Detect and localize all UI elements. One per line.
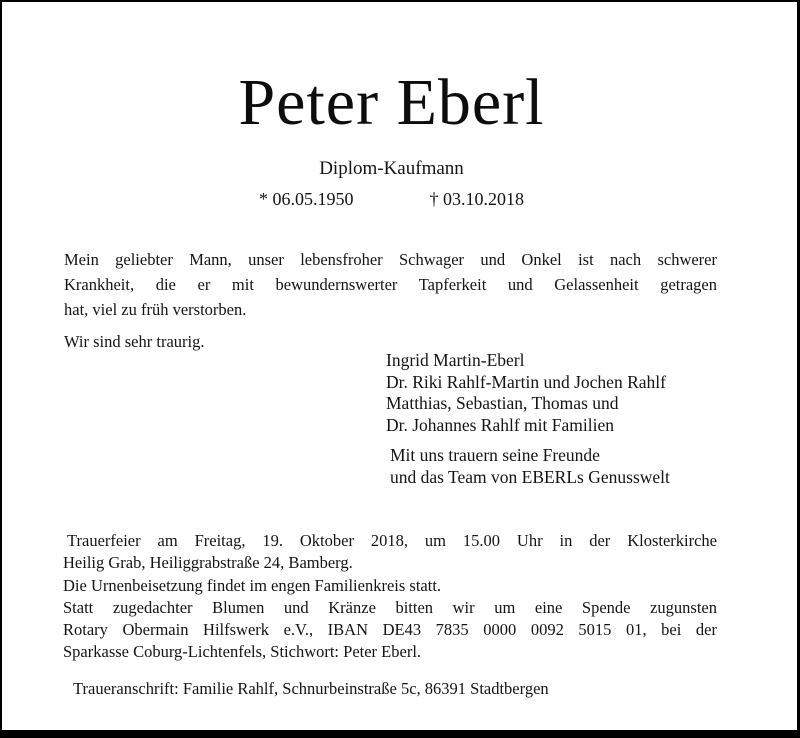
mourner-line: Dr. Johannes Rahlf mit Familien [386, 414, 614, 435]
paragraph-line: Mein geliebter Mann, unser lebensfroher Schwager und Onkel ist nach schwerer [64, 250, 717, 269]
friends-line: Mit uns trauern seine Freunde [390, 445, 600, 465]
paragraph-line: Krankheit, die er mit bewundernswerter Tapferkeit und Gelassenheit getragen [64, 275, 717, 294]
deceased-name: Peter Eberl [238, 66, 545, 139]
funeral-info-line: Rotary Obermain Hilfswerk e.V., IBAN DE43 7835 0000 0092 5015 01, bei der [63, 620, 717, 640]
mourner-line: Ingrid Martin-Eberl [386, 350, 525, 370]
page-border-left [0, 0, 2, 738]
mourner-line: Matthias, Sebastian, Thomas und [386, 393, 619, 413]
life-dates [66, 188, 717, 210]
condolence-address: Traueranschrift: Familie Rahlf, Schnurbeinstraße 5c, 86391 Stadtbergen [73, 679, 549, 698]
funeral-info-line: Statt zugedachter Blumen und Kränze bitten wir um eine Spende zugunsten [63, 597, 717, 617]
funeral-info [63, 530, 717, 664]
death-date: † 03.10.2018 [429, 189, 524, 209]
paragraph-line: hat, viel zu früh verstorben. [64, 300, 247, 319]
funeral-info-line: Heilig Grab, Heiliggrabstraße 24, Bamberg. [63, 553, 353, 573]
birth-date: * 06.05.1950 [259, 189, 354, 209]
friends-note [390, 444, 670, 488]
funeral-info-line: Sparkasse Coburg-Lichtenfels, Stichwort: Peter Eberl. [63, 642, 422, 662]
grief-statement: Wir sind sehr traurig. [64, 332, 205, 351]
page-border-bottom [0, 730, 800, 738]
announcement-paragraph [64, 247, 717, 322]
funeral-info-line: Die Urnenbeisetzung findet im engen Familienkreis statt. [63, 575, 442, 595]
mourner-line: Dr. Riki Rahlf-Martin und Jochen Rahlf [386, 371, 666, 392]
friends-line: und das Team von EBERLs Genusswelt [390, 467, 670, 487]
profession: Diplom-Kaufmann [319, 158, 464, 179]
funeral-info-line: Trauerfeier am Freitag, 19. Oktober 2018, um 15.00 Uhr in der Klosterkirche [67, 531, 717, 550]
mourners-list [386, 350, 666, 436]
page-border-top [0, 0, 800, 2]
